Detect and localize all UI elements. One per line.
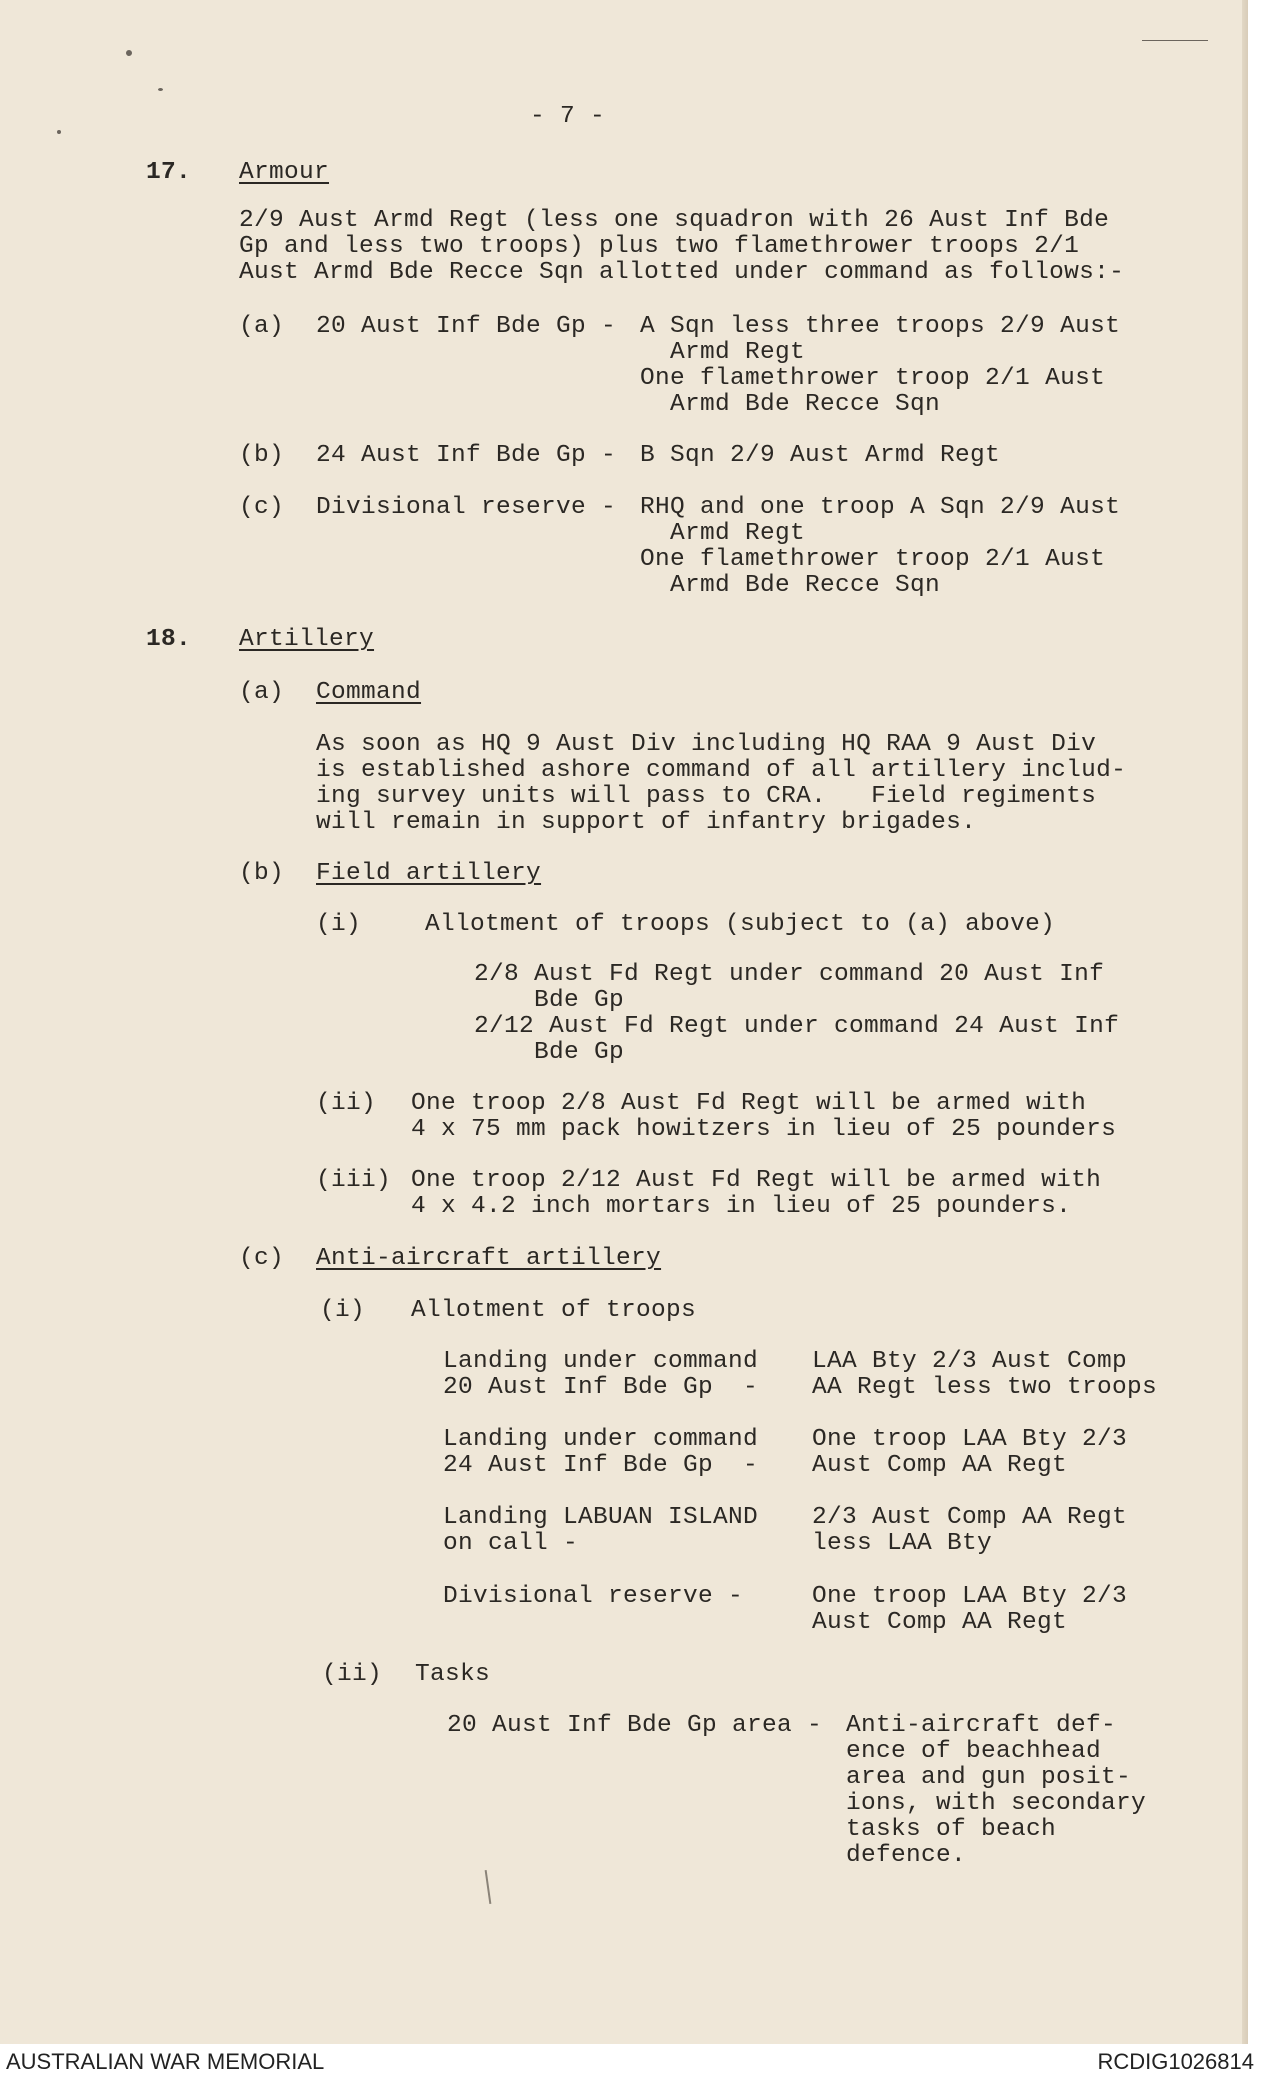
aa-tasks-line: defence. (846, 1842, 967, 1869)
paper-speck (158, 88, 163, 91)
armour-item-a-lead: 20 Aust Inf Bde Gp - (316, 313, 617, 340)
field-iii-label: (iii) (316, 1167, 392, 1194)
aa-row-right: LAA Bty 2/3 Aust Comp (812, 1348, 1128, 1375)
field-i-line: 2/8 Aust Fd Regt under command 20 Aust Inf (474, 961, 1105, 988)
aa-i-label: (i) (320, 1297, 366, 1324)
aa-ii-label: (ii) (322, 1661, 383, 1688)
armour-intro-line: 2/9 Aust Armd Regt (less one squadron with 26 Aust Inf Bde (239, 207, 1110, 234)
armour-item-a-label: (a) (239, 313, 285, 340)
armour-item-b-lead: 24 Aust Inf Bde Gp - (316, 442, 617, 469)
field-i-line: 2/12 Aust Fd Regt under command 24 Aust Inf (474, 1013, 1120, 1040)
aa-row-left: Landing LABUAN ISLAND (443, 1504, 759, 1531)
aa-ii-title: Tasks (415, 1661, 491, 1688)
armour-item-b-line: B Sqn 2/9 Aust Armd Regt (640, 442, 1001, 469)
command-text-line: As soon as HQ 9 Aust Div including HQ RAA 9 Aust Div (316, 731, 1097, 758)
aa-row-left: 24 Aust Inf Bde Gp - (443, 1452, 759, 1479)
aa-tasks-line: ence of beachhead (846, 1738, 1102, 1765)
artillery-a-label: (a) (239, 679, 285, 706)
aa-row-right: Aust Comp AA Regt (812, 1609, 1068, 1636)
field-i-line: Bde Gp (474, 1039, 625, 1066)
footer-catalog-id: RCDIG1026814 (1097, 2049, 1254, 2074)
armour-item-c-label: (c) (239, 494, 285, 521)
command-text-line: ing survey units will pass to CRA. Field regiments (316, 783, 1097, 810)
command-text-line: is established ashore command of all artillery includ- (316, 757, 1127, 784)
armour-item-a-line: Armd Regt (640, 339, 806, 366)
aa-row-right: One troop LAA Bty 2/3 (812, 1583, 1128, 1610)
section-18-number: 18. (146, 626, 192, 653)
command-text-line: will remain in support of infantry brigades. (316, 809, 977, 836)
armour-item-b-label: (b) (239, 442, 285, 469)
field-i-label: (i) (316, 911, 362, 938)
pencil-tick-mark (485, 1870, 492, 1904)
aa-row-right: Aust Comp AA Regt (812, 1452, 1068, 1479)
armour-item-c-line: Armd Bde Recce Sqn (640, 572, 941, 599)
field-ii-line: One troop 2/8 Aust Fd Regt will be armed with (411, 1090, 1087, 1117)
aa-row-right: One troop LAA Bty 2/3 (812, 1426, 1128, 1453)
aa-tasks-line: tasks of beach (846, 1816, 1057, 1843)
paper-speck (57, 130, 61, 134)
aa-tasks-line: area and gun posit- (846, 1764, 1132, 1791)
paper-speck (126, 50, 132, 56)
aa-row-left: Landing under command (443, 1426, 759, 1453)
aa-tasks-line: ions, with secondary (846, 1790, 1147, 1817)
artillery-b-label: (b) (239, 860, 285, 887)
armour-item-c-lead: Divisional reserve - (316, 494, 617, 521)
armour-item-c-line: Armd Regt (640, 520, 806, 547)
aa-tasks-lead: 20 Aust Inf Bde Gp area - (447, 1712, 823, 1739)
section-17-heading: Armour (239, 159, 330, 186)
page-number: - 7 - (530, 103, 606, 130)
aa-i-title: Allotment of troops (411, 1297, 697, 1324)
armour-intro-line: Gp and less two troops) plus two flamethrower troops 2/1 (239, 233, 1080, 260)
aa-row-left: Landing under command (443, 1348, 759, 1375)
armour-item-c-line: RHQ and one troop A Sqn 2/9 Aust (640, 494, 1121, 521)
armour-intro-line: Aust Armd Bde Recce Sqn allotted under command as follows:- (239, 259, 1125, 286)
aa-row-left: Divisional reserve - (443, 1583, 744, 1610)
field-i-title: Allotment of troops (subject to (a) above) (425, 911, 1056, 938)
field-i-line: Bde Gp (474, 987, 625, 1014)
artillery-c-label: (c) (239, 1245, 285, 1272)
aa-row-right: AA Regt less two troops (812, 1374, 1158, 1401)
field-iii-line: One troop 2/12 Aust Fd Regt will be armed with (411, 1167, 1102, 1194)
aa-row-right: 2/3 Aust Comp AA Regt (812, 1504, 1128, 1531)
pencil-dash-mark (1142, 40, 1208, 41)
field-iii-line: 4 x 4.2 inch mortars in lieu of 25 pounders. (411, 1193, 1072, 1220)
armour-item-c-line: One flamethrower troop 2/1 Aust (640, 546, 1106, 573)
section-17-number: 17. (146, 159, 192, 186)
footer-institution: AUSTRALIAN WAR MEMORIAL (6, 2049, 325, 2074)
armour-item-a-line: Armd Bde Recce Sqn (640, 391, 941, 418)
aa-row-left: on call - (443, 1530, 579, 1557)
field-ii-line: 4 x 75 mm pack howitzers in lieu of 25 pounders (411, 1116, 1117, 1143)
artillery-a-heading: Command (316, 679, 422, 706)
armour-item-a-line: A Sqn less three troops 2/9 Aust (640, 313, 1121, 340)
aa-tasks-line: Anti-aircraft def- (846, 1712, 1117, 1739)
artillery-b-heading: Field artillery (316, 860, 542, 887)
field-ii-label: (ii) (316, 1090, 377, 1117)
armour-item-a-line: One flamethrower troop 2/1 Aust (640, 365, 1106, 392)
artillery-c-heading: Anti-aircraft artillery (316, 1245, 662, 1272)
aa-row-right: less LAA Bty (812, 1530, 993, 1557)
section-18-heading: Artillery (239, 626, 375, 653)
aa-row-left: 20 Aust Inf Bde Gp - (443, 1374, 759, 1401)
